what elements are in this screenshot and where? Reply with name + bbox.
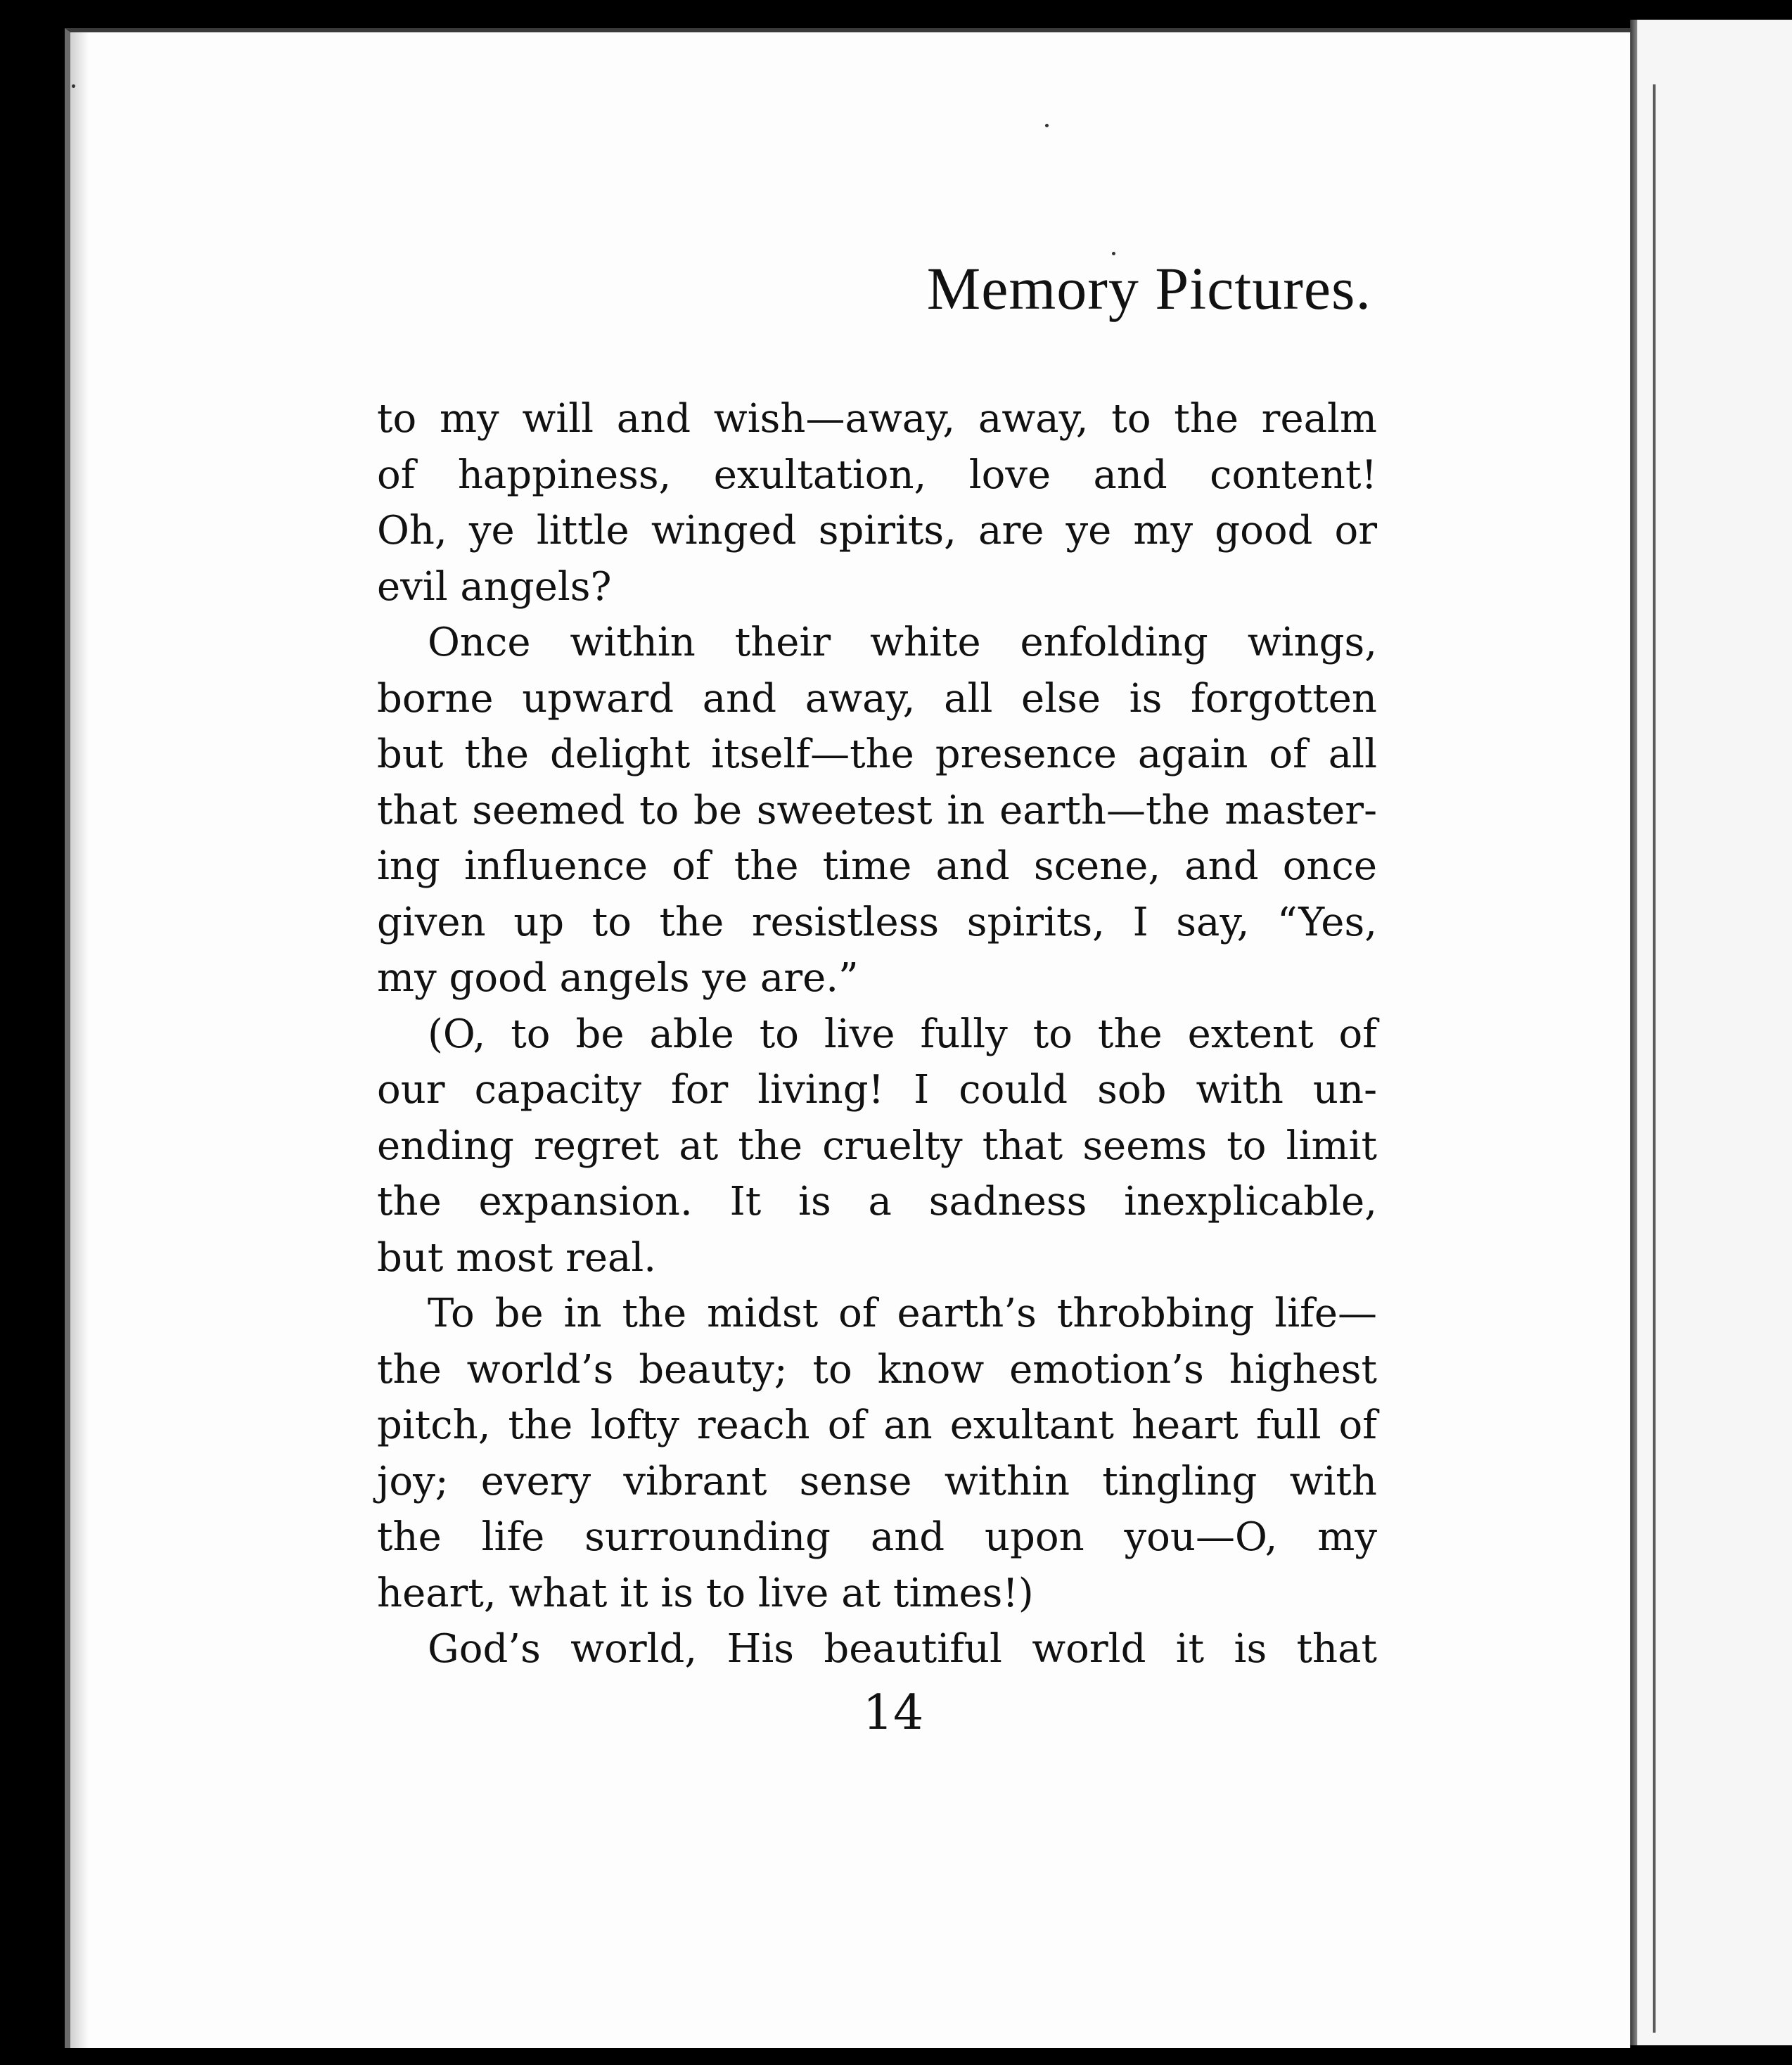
text-line: given up to the resistless spirits, I say, “Yes, bbox=[377, 899, 1377, 945]
text-line: ending regret at the cruelty that seems to limit bbox=[377, 1123, 1377, 1169]
scan-speck bbox=[1045, 124, 1049, 127]
book-spine bbox=[1630, 20, 1637, 2045]
page-edge-line bbox=[1653, 84, 1656, 2033]
text-line: ing influence of the time and scene, and once bbox=[377, 843, 1377, 889]
text-line: heart, what it is to live at times!) bbox=[377, 1570, 1034, 1616]
text-line: the life surrounding and upon you—O, my bbox=[377, 1514, 1377, 1560]
body-text bbox=[377, 391, 1377, 1677]
page-number: 14 bbox=[862, 1685, 924, 1741]
text-line: Oh, ye little winged spirits, are ye my good or bbox=[377, 508, 1377, 554]
text-line: borne upward and away, all else is forgotten bbox=[377, 675, 1377, 722]
text-line: joy; every vibrant sense within tingling with bbox=[377, 1458, 1377, 1504]
text-line: the world’s beauty; to know emotion’s highest bbox=[377, 1346, 1377, 1393]
text-line: but most real. bbox=[377, 1234, 657, 1281]
running-head: Memory Pictures. bbox=[926, 255, 1371, 322]
text-line: evil angels? bbox=[377, 563, 612, 610]
text-line: to my will and wish—away, away, to the realm bbox=[377, 396, 1377, 442]
text-line: To be in the midst of earth’s throbbing life— bbox=[428, 1291, 1377, 1336]
text-line: God’s world, His beautiful world it is that bbox=[428, 1626, 1377, 1672]
text-line: but the delight itself—the presence again of all bbox=[377, 731, 1377, 777]
text-line: my good angels ye are.” bbox=[377, 955, 859, 1001]
paragraph bbox=[377, 1621, 1377, 1677]
paragraph bbox=[377, 1006, 1377, 1286]
text-line: the expansion. It is a sadness inexplicable, bbox=[377, 1179, 1377, 1225]
text-line: of happiness, exultation, love and content! bbox=[377, 452, 1377, 498]
paragraph bbox=[377, 391, 1377, 615]
scan-speck bbox=[72, 84, 75, 88]
text-line: Once within their white enfolding wings, bbox=[428, 620, 1377, 665]
gutter-shadow bbox=[70, 32, 89, 2048]
text-line: (O, to be able to live fully to the extent of bbox=[428, 1011, 1377, 1057]
text-line: our capacity for living! I could sob with un- bbox=[377, 1067, 1377, 1113]
text-line: pitch, the lofty reach of an exultant heart full of bbox=[377, 1402, 1377, 1448]
paragraph bbox=[377, 615, 1377, 1006]
text-line: that seemed to be sweetest in earth—the master- bbox=[377, 787, 1377, 833]
paragraph bbox=[377, 1286, 1377, 1621]
